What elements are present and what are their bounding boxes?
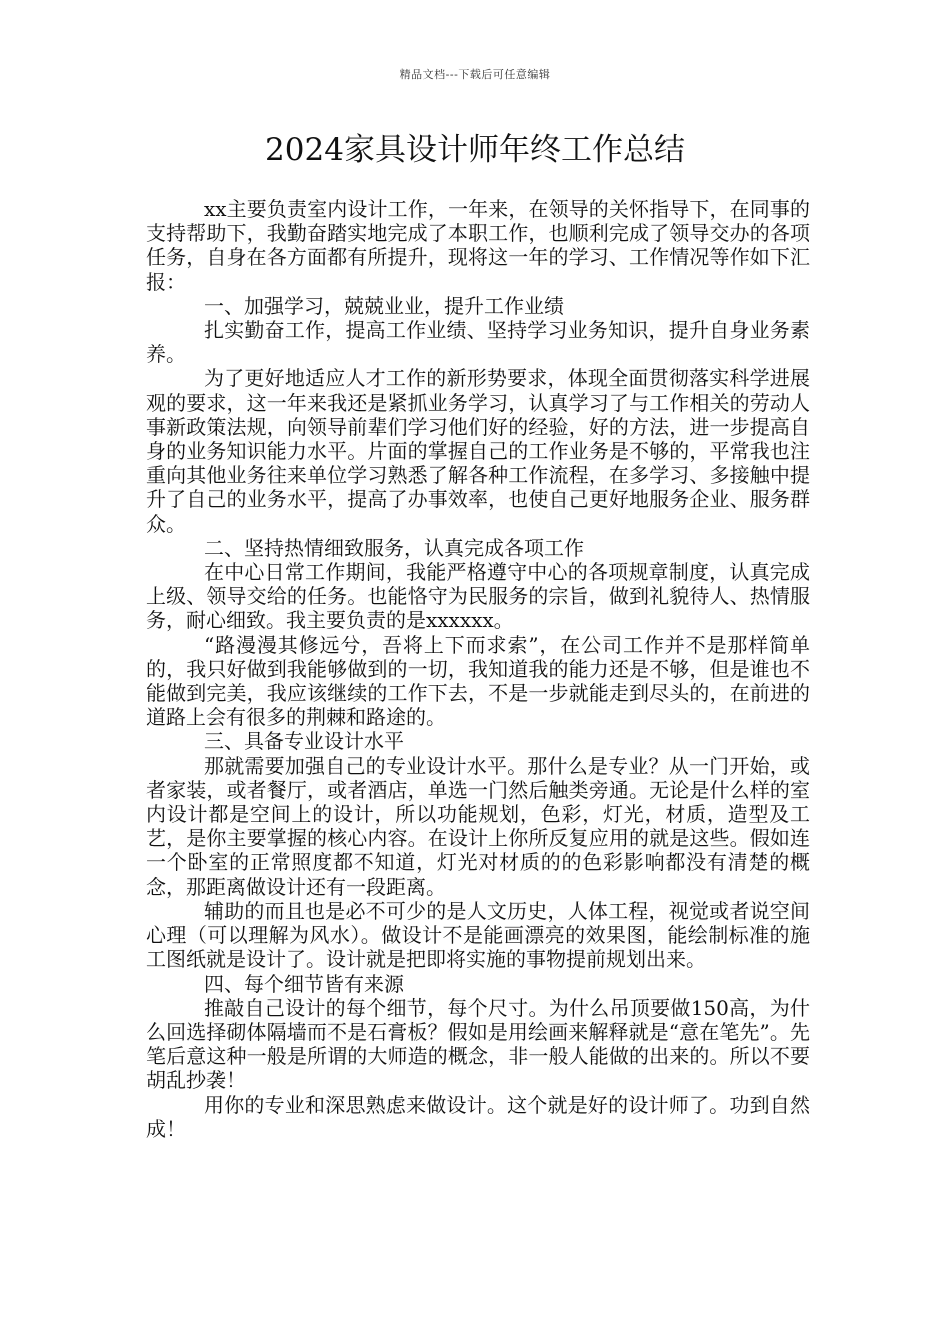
body-paragraph: 扎实勤奋工作，提高工作业绩、坚持学习业务知识，提升自身业务素养。 (146, 318, 810, 367)
document-title: 2024家具设计师年终工作总结 (265, 132, 685, 168)
body-paragraph: “路漫漫其修远兮，吾将上下而求索”，在公司工作并不是那样简单的，我只好做到我能够做到的一切，我知道我的能力还是不够，但是谁也不能做到完美，我应该继续的工作下去，不是一步就能走到尽头的，在前进的道路上会有很多的荆棘和路途的。 (146, 632, 810, 730)
body-paragraph: 辅助的而且也是必不可少的是人文历史，人体工程，视觉或者说空间心理（可以理解为风水）。做设计不是能画漂亮的效果图，能绘制标准的施工图纸就是设计了。设计就是把即将实施的事物提前规划出来。 (146, 898, 810, 972)
body-paragraph: 推敲自己设计的每个细节，每个尺寸。为什么吊顶要做150高，为什么回选择砌体隔墙而不是石膏板？假如是用绘画来解释就是“意在笔先”。先笔后意这种一般是所谓的大师造的概念，非一般人能做的出来的。所以不要胡乱抄袭！ (146, 995, 810, 1093)
section-heading-2: 二、坚持热情细致服务，认真完成各项工作 (204, 535, 584, 560)
intro-paragraph: xx主要负责室内设计工作，一年来，在领导的关怀指导下，在同事的支持帮助下，我勤奋踏实地完成了本职工作，也顺利完成了领导交办的各项任务，自身在各方面都有所提升，现将这一年的学习、工作情况等作如下汇报： (146, 197, 810, 294)
section-heading-1: 一、加强学习，兢兢业业，提升工作业绩 (204, 293, 564, 318)
section-heading-4: 四、每个细节皆有来源 (204, 971, 404, 996)
header-note: 精品文档---下载后可任意编辑 (399, 68, 551, 81)
body-paragraph: 在中心日常工作期间，我能严格遵守中心的各项规章制度，认真完成上级、领导交给的任务。也能恪守为民服务的宗旨，做到礼貌待人、热情服务，耐心细致。我主要负责的是xxxxxx。 (146, 560, 810, 633)
body-paragraph: 那就需要加强自己的专业设计水平。那什么是专业？从一门开始，或者家装，或者餐厅，或者酒店，单选一门然后触类旁通。无论是什么样的室内设计都是空间上的设计，所以功能规划，色彩，灯光，材质，造型及工艺，是你主要掌握的核心内容。在设计上你所反复应用的就是这些。假如连一个卧室的正常照度都不知道，灯光对材质的的色彩影响都没有清楚的概念，那距离做设计还有一段距离。 (146, 753, 810, 899)
body-paragraph: 为了更好地适应人才工作的新形势要求，体现全面贯彻落实科学进展观的要求，这一年来我还是紧抓业务学习，认真学习了与工作相关的劳动人事新政策法规，向领导前辈们学习他们好的经验，好的方法，进一步提高自身的业务知识能力水平。片面的掌握自己的工作业务是不够的，平常我也注重向其他业务往来单位学习熟悉了解各种工作流程，在多学习、多接触中提升了自己的业务水平，提高了办事效率，也使自己更好地服务企业、服务群众。 (146, 366, 810, 536)
closing-paragraph: 用你的专业和深思熟虑来做设计。这个就是好的设计师了。功到自然成！ (146, 1092, 810, 1141)
section-heading-3: 三、具备专业设计水平 (204, 729, 404, 754)
document-body (146, 197, 810, 1141)
